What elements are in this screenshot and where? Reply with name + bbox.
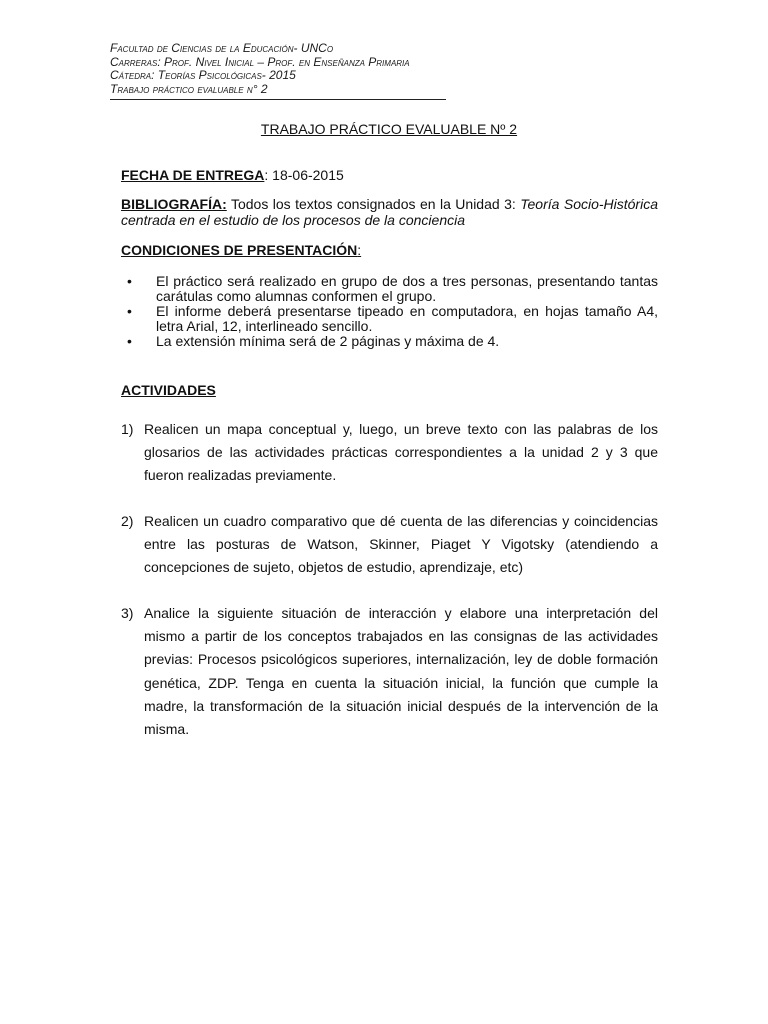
activities-heading: [121, 382, 216, 398]
page-title: TRABAJO PRÁCTICO EVALUABLE Nº 2: [260, 121, 518, 137]
bibliography: [121, 197, 658, 228]
condition-text: El práctico será realizado en grupo de dos a tres personas, presentando tantas carátulas como alumnas conformen el grupo.: [156, 273, 658, 304]
header-divider-short: [393, 99, 446, 100]
conditions-colon: :: [357, 242, 362, 258]
document-header: [110, 42, 450, 96]
activity-number: 2): [121, 513, 134, 529]
bullet-icon: •: [127, 273, 132, 289]
condition-text: El informe deberá presentarse tipeado en computadora, en hojas tamaño A4, letra Arial, 12, interlineado sencillo.: [156, 303, 658, 334]
activity-text: Realicen un mapa conceptual y, luego, un breve texto con las palabras de los glosarios de las actividades prácticas correspondientes a la unidad 2 y 3 que fueron realizadas previamente.: [144, 421, 658, 484]
activity-number: 1): [121, 421, 134, 437]
due-date-label: FECHA DE ENTREGA: [121, 167, 265, 183]
header-divider: [110, 99, 393, 100]
due-date: [121, 167, 344, 183]
header-assignment: Trabajo práctico evaluable n° 2: [110, 81, 268, 96]
header-careers: Carreras: Prof. Nivel Inicial – Prof. en Enseñanza Primaria: [110, 54, 410, 69]
list-item: [121, 304, 658, 334]
activity-item: [121, 510, 658, 580]
activity-number: 3): [121, 605, 134, 621]
due-date-value: : 18-06-2015: [264, 167, 344, 183]
conditions-heading: [121, 242, 361, 258]
header-chair: Cátedra: Teorías Psicológicas- 2015: [110, 68, 296, 83]
list-item: [121, 334, 658, 349]
header-faculty: Facultad de Ciencias de la Educación- UNCo: [110, 41, 334, 55]
bullet-icon: •: [127, 333, 132, 349]
bibliography-label: BIBLIOGRAFÍA:: [121, 196, 227, 212]
list-item: [121, 274, 658, 304]
activity-text: Analice la siguiente situación de interacción y elabore una interpretación del mismo a partir de los conceptos trabajados en las consignas de las actividades previas: Procesos psicológicos superiores, internalización, ley de doble formación genética, ZDP. Tenga en cuenta la situación inicial, la función que cumple la madre, la transformación de la situación inicial después de la intervención de la misma.: [144, 605, 658, 738]
conditions-label: CONDICIONES DE PRESENTACIÓN: [121, 242, 358, 258]
bibliography-title: Teoría Socio-Histórica centrada en el estudio de los procesos de la conciencia: [121, 196, 658, 228]
activities-label: ACTIVIDADES: [121, 382, 216, 398]
bullet-icon: •: [127, 303, 132, 319]
activity-item: [121, 602, 658, 741]
condition-text: La extensión mínima será de 2 páginas y máxima de 4.: [156, 333, 500, 349]
bibliography-text: Todos los textos consignados en la Unidad 3:: [226, 196, 521, 212]
conditions-list: [121, 274, 658, 349]
activity-text: Realicen un cuadro comparativo que dé cuenta de las diferencias y coincidencias entre las posturas de Watson, Skinner, Piaget Y Vigotsky (atendiendo a concepciones de sujeto, objetos de estudio, aprendizaje, etc): [144, 513, 658, 576]
activity-item: [121, 418, 658, 488]
